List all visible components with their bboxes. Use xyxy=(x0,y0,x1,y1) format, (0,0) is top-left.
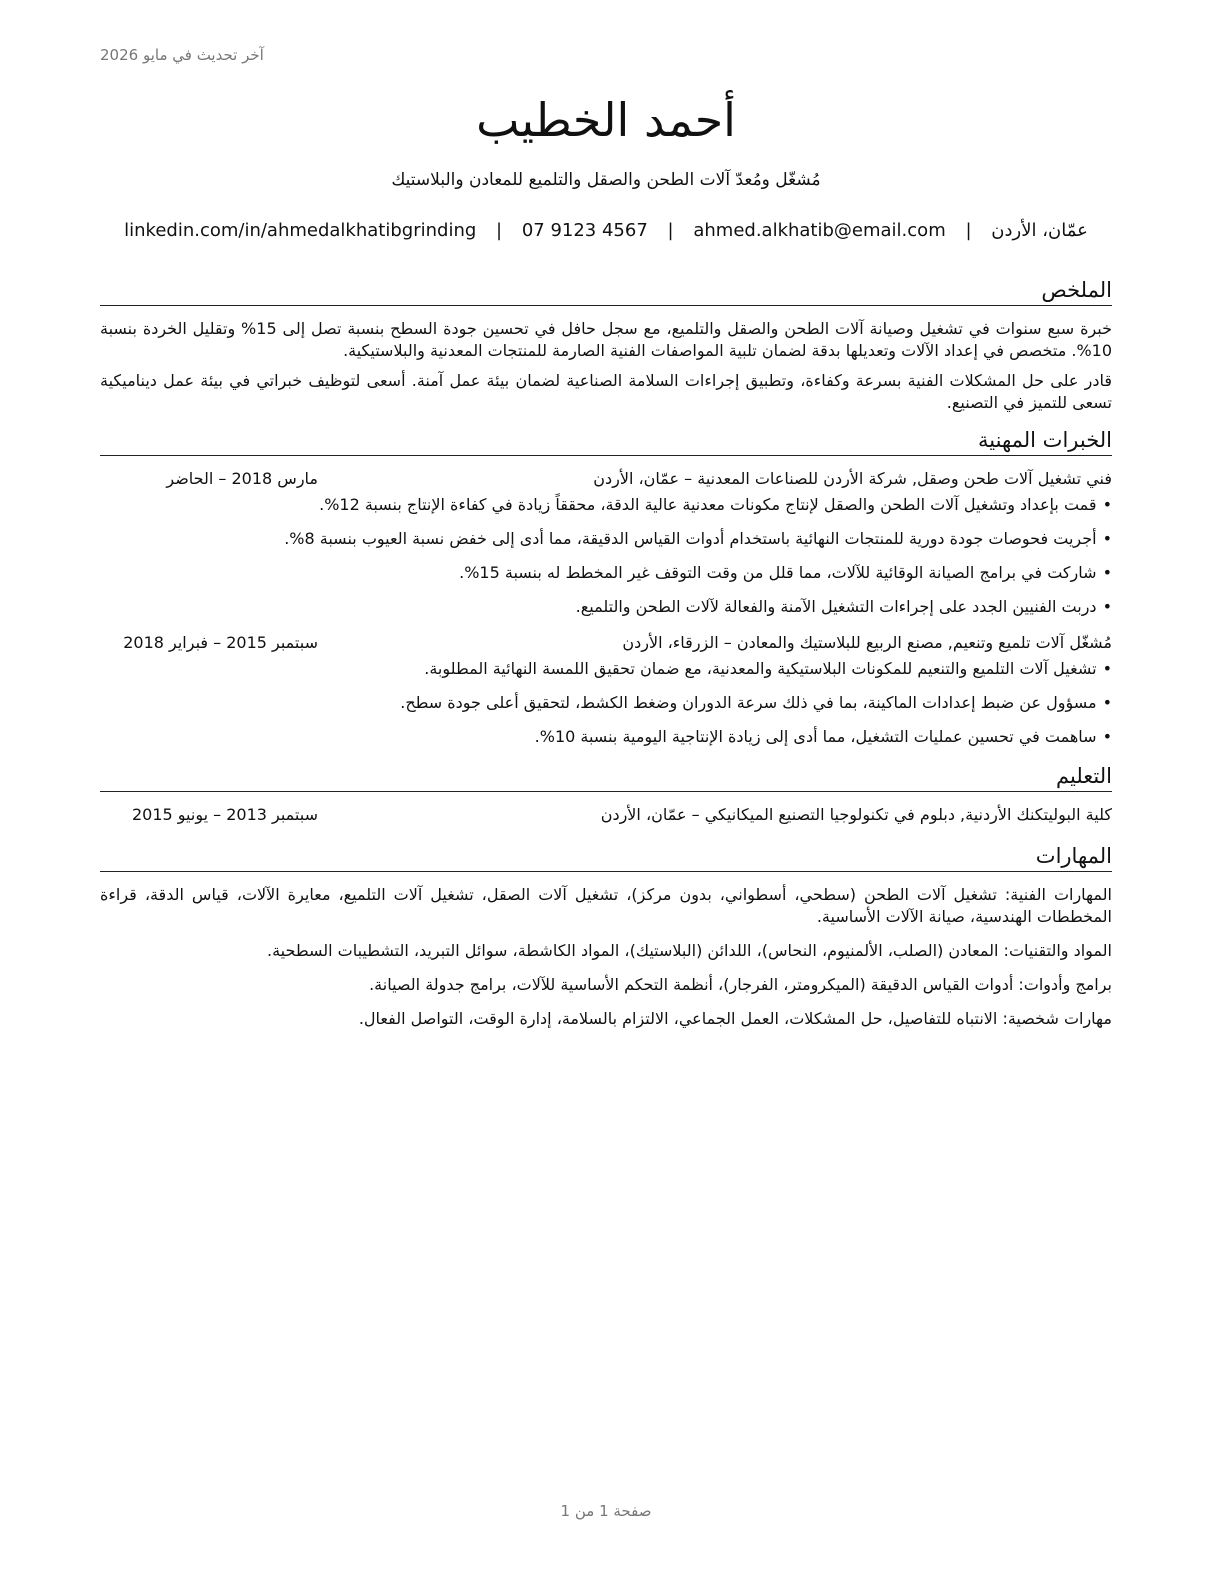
job-title-org: فني تشغيل آلات طحن وصقل, شركة الأردن للصناعات المعدنية – عمّان، الأردن xyxy=(593,469,1112,488)
candidate-name: أحمد الخطيب xyxy=(476,93,736,147)
skill-line: مهارات شخصية: الانتباه للتفاصيل، حل المشكلات، العمل الجماعي، الالتزام بالسلامة، إدارة الوقت، التواصل الفعال. xyxy=(358,1009,1112,1028)
contact-line xyxy=(100,218,1112,244)
education-entry xyxy=(100,804,1112,826)
job-header xyxy=(100,468,1112,490)
job-bullet: •تشغيل آلات التلميع والتنعيم للمكونات البلاستيكية والمعدنية، مع ضمان تحقيق اللمسة النهائية المطلوبة. xyxy=(424,659,1112,678)
job-title-org: مُشغّل آلات تلميع وتنعيم, مصنع الربيع للبلاستيك والمعادن – الزرقاء، الأردن xyxy=(622,633,1112,652)
education-title-org: كلية البوليتكنك الأردنية, دبلوم في تكنولوجيا التصنيع الميكانيكي – عمّان، الأردن xyxy=(600,805,1112,824)
contact-separator: | xyxy=(667,220,674,241)
contact-separator: | xyxy=(496,220,503,241)
job-bullets xyxy=(100,494,1112,618)
resume-body xyxy=(100,276,1112,1042)
candidate-headline: مُشغّل ومُعدّ آلات الطحن والصقل والتلميع للمعادن والبلاستيك xyxy=(391,170,821,190)
last-updated-note: آخر تحديث في مايو 2026 xyxy=(100,46,264,64)
contact-separator: | xyxy=(965,220,972,241)
education-section xyxy=(100,762,1112,826)
section-title-skills: المهارات xyxy=(100,842,1112,872)
contact-email[interactable]: ahmed.alkhatib@email.com xyxy=(693,220,946,241)
section-title-education: التعليم xyxy=(100,762,1112,792)
summary-paragraph: قادر على حل المشكلات الفنية بسرعة وكفاءة، وتطبيق إجراءات السلامة الصناعية لضمان بيئة عمل آمنة. أسعى لتوظيف خبراتي في بيئة عمل ديناميكية تسعى للتميز في التصنيع. xyxy=(100,371,1112,412)
job-bullet: •أجريت فحوصات جودة دورية للمنتجات النهائية باستخدام أدوات القياس الدقيقة، مما أدى إلى خفض نسبة العيوب بنسبة 8%. xyxy=(284,529,1112,548)
job-header xyxy=(100,632,1112,654)
job-bullet: •مسؤول عن ضبط إعدادات الماكينة، بما في ذلك سرعة الدوران وضغط الكشط، لتحقيق أعلى جودة سطح. xyxy=(400,693,1112,712)
job-bullet: •شاركت في برامج الصيانة الوقائية للآلات، مما قلل من وقت التوقف غير المخطط له بنسبة 15%. xyxy=(459,563,1112,582)
contact-location: عمّان، الأردن xyxy=(991,220,1088,241)
page-number: صفحة 1 من 1 xyxy=(560,1502,652,1520)
skills-section xyxy=(100,842,1112,1030)
education-dates: سبتمبر 2013 – يونيو 2015 xyxy=(131,805,318,824)
job-bullet: •قمت بإعداد وتشغيل آلات الطحن والصقل لإنتاج مكونات معدنية عالية الدقة، محققاً زيادة في كفاءة الإنتاج بنسبة 12%. xyxy=(319,495,1112,514)
job-entry xyxy=(100,468,1112,618)
contact-phone[interactable]: 07 9123 4567 xyxy=(521,220,648,241)
skill-line: برامج وأدوات: أدوات القياس الدقيقة (الميكرومتر، الفرجار)، أنظمة التحكم الأساسية للآلات، برامج جدولة الصيانة. xyxy=(369,975,1112,994)
job-dates: سبتمبر 2015 – فبراير 2018 xyxy=(123,633,318,652)
contact-linkedin[interactable]: linkedin.com/in/ahmedalkhatibgrinding xyxy=(124,220,477,241)
experience-section xyxy=(100,426,1112,748)
summary-section xyxy=(100,276,1112,414)
job-bullet: •دربت الفنيين الجدد على إجراءات التشغيل الآمنة والفعالة لآلات الطحن والتلميع. xyxy=(575,597,1112,616)
job-entry xyxy=(100,632,1112,748)
resume-header xyxy=(100,92,1112,244)
job-bullet: •ساهمت في تحسين عمليات التشغيل، مما أدى إلى زيادة الإنتاجية اليومية بنسبة 10%. xyxy=(534,727,1112,746)
skill-line: المهارات الفنية: تشغيل آلات الطحن (سطحي، أسطواني، بدون مركز)، تشغيل آلات الصقل، تشغيل آلات التلميع، معايرة الآلات، قياس الدقة، قراءة المخططات الهندسية، صيانة الآلات الأساسية. xyxy=(100,885,1112,926)
job-dates: مارس 2018 – الحاضر xyxy=(166,469,318,488)
section-title-summary: الملخص xyxy=(100,276,1112,306)
section-title-experience: الخبرات المهنية xyxy=(100,426,1112,456)
skill-line: المواد والتقنيات: المعادن (الصلب، الألمنيوم، النحاس)، اللدائن (البلاستيك)، المواد الكاشطة، سوائل التبريد، التشطيبات السطحية. xyxy=(267,941,1112,960)
job-bullets xyxy=(100,658,1112,748)
summary-paragraph: خبرة سبع سنوات في تشغيل وصيانة آلات الطحن والصقل والتلميع، مع سجل حافل في تحسين جودة السطح بنسبة تصل إلى 15% وتقليل الخردة بنسبة 10%. متخصص في إعداد الآلات وتعديلها بدقة لضمان تلبية المواصفات الفنية الصارمة للمنتجات المعدنية والبلاستيكية. xyxy=(100,319,1113,360)
